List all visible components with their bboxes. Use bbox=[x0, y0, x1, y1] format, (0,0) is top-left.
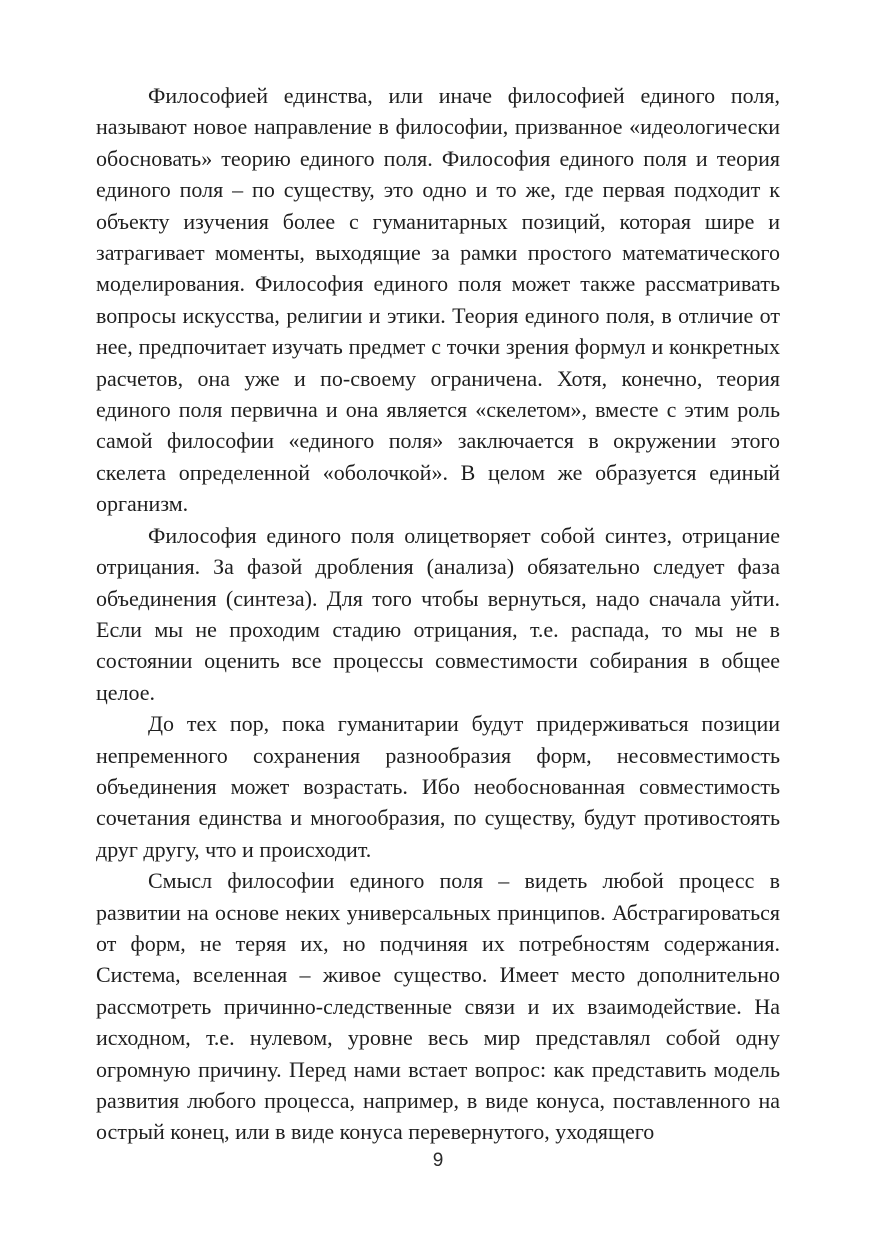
page-body bbox=[96, 80, 780, 1148]
paragraph-3: До тех пор, пока гуманитарии будут придерживаться позиции непременного сохранения разнообразия форм, несовместимость объединения может возрастать. Ибо необоснованная совместимость сочетания единства и многообразия, по существу, будут противостоять друг другу, что и происходит. bbox=[96, 711, 780, 862]
paragraph-2: Философия единого поля олицетворяет собой синтез, отрицание отрицания. За фазой дробления (анализа) обязательно следует фаза объединения (синтеза). Для того чтобы вернуться, надо сначала уйти. Если мы не проходим стадию отрицания, т.е. распада, то мы не в состоянии оценить все процессы совместимости собирания в общее целое. bbox=[96, 522, 780, 705]
paragraph-1: Философией единства, или иначе философией единого поля, называют новое направление в философии, призванное «идеологически обосновать» теорию единого поля. Философия единого поля и теория единого поля – по существу, это одно и то же, где первая подходит к объекту изучения более с гуманитарных позиций, которая шире и затрагивает моменты, выходящие за рамки простого математического моделирования. Философия единого поля может также рассматривать вопросы искусства, религии и этики. Теория единого поля, в отличие от нее, предпочитает изучать предмет с точки зрения формул и конкретных расчетов, она уже и по-своему ограничена. Хотя, конечно, теория единого поля первична и она является «скелетом», вместе с этим роль самой философии «единого поля» заключается в окружении этого скелета определенной «оболочкой». В целом же образуется единый организм. bbox=[96, 83, 780, 517]
page-number: 9 bbox=[432, 1150, 444, 1171]
paragraph-4: Смысл философии единого поля – видеть любой процесс в развитии на основе неких универсальных принципов. Абстрагироваться от форм, не теряя их, но подчиняя их потребностям содержания. Система, вселенная – живое существо. Имеет место дополнительно рассмотреть причинно-следственные связи и их взаимодействие. На исходном, т.е. нулевом, уровне весь мир представлял собой одну огромную причину. Перед нами встает вопрос: как представить модель развития любого процесса, например, в виде конуса, поставленного на острый конец, или в виде конуса перевернутого, уходящего bbox=[96, 868, 780, 1145]
